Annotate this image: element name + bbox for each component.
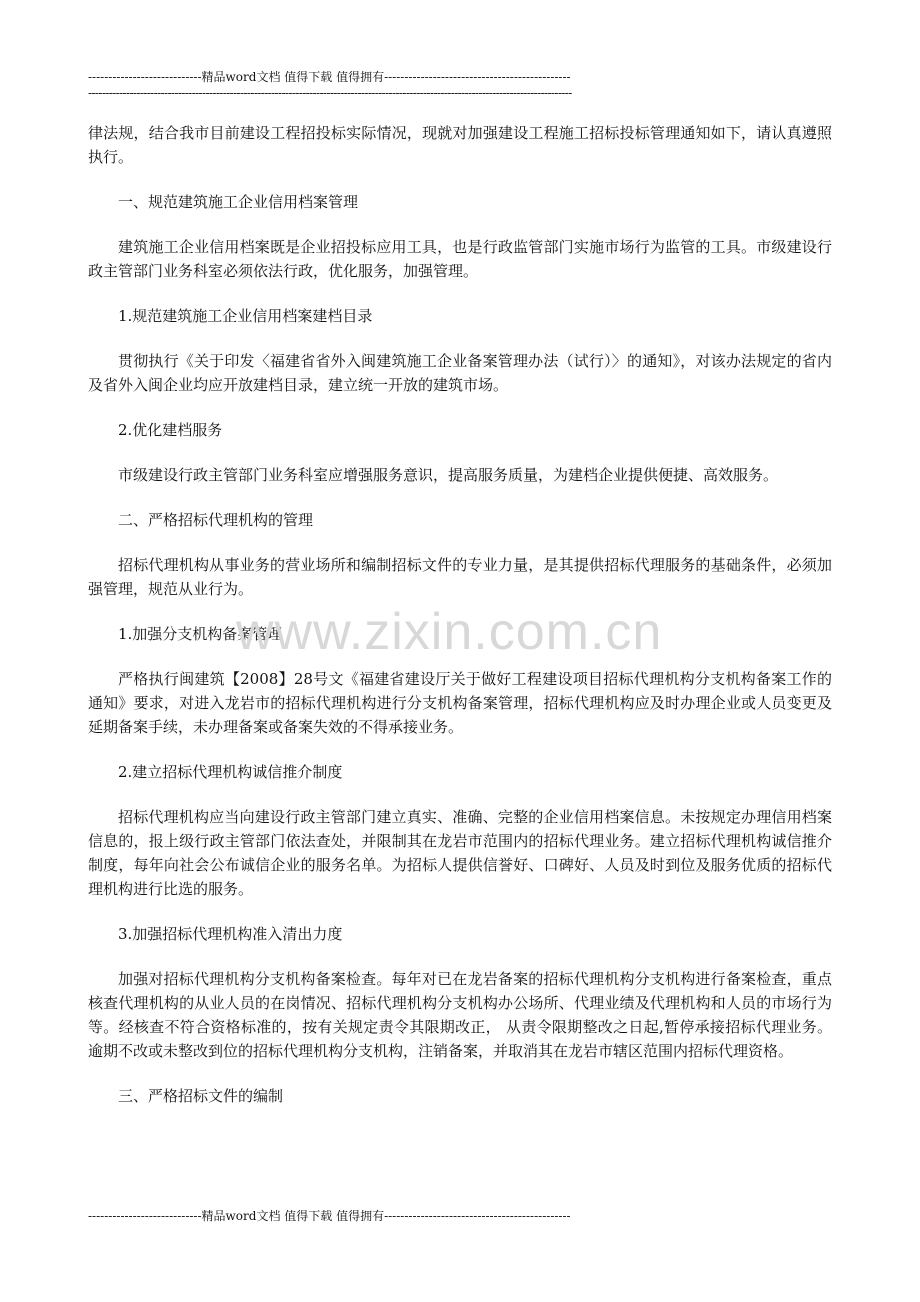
- header-line-top: ----------------------------精品word文档 值得下载 值得拥有----------------------------------------------: [88, 70, 571, 84]
- paragraph: 招标代理机构从事业务的营业场所和编制招标文件的专业力量，是其提供招标代理服务的基础条件，必须加强管理，规范从业行为。: [88, 556, 832, 598]
- subsection-heading: 2.优化建档服务: [118, 421, 223, 439]
- watermark-text: www.zixin.com.cn: [236, 603, 663, 661]
- paragraph: 建筑施工企业信用档案既是企业招投标应用工具，也是行政监管部门实施市场行为监管的工具。市级建设行政主管部门业务科室必须依法行政，优化服务，加强管理。: [88, 238, 832, 280]
- section-heading-1: 一、规范建筑施工企业信用档案管理: [118, 193, 359, 211]
- subsection-heading: 1.加强分支机构备案管理: [118, 625, 283, 643]
- header-dash-rule: --------------------------------------------------------------------------------------------------------------------------------------------: [88, 86, 572, 100]
- footer-line: ----------------------------精品word文档 值得下载 值得拥有----------------------------------------------: [88, 1209, 571, 1223]
- section-heading-3: 三、严格招标文件的编制: [118, 1087, 284, 1105]
- document-body: [88, 121, 832, 1129]
- subsection-heading: 2.建立招标代理机构诚信推介制度: [118, 763, 343, 781]
- section-heading-2: 二、严格招标代理机构的管理: [118, 511, 314, 529]
- paragraph-intro: 律法规，结合我市目前建设工程招投标实际情况，现就对加强建设工程施工招标投标管理通知如下，请认真遵照执行。: [88, 124, 832, 166]
- subsection-heading: 3.加强招标代理机构准入清出力度: [118, 925, 343, 943]
- subsection-heading: 1.规范建筑施工企业信用档案建档目录: [118, 307, 373, 325]
- paragraph: 加强对招标代理机构分支机构备案检查。每年对已在龙岩备案的招标代理机构分支机构进行备案检查，重点核查代理机构的从业人员的在岗情况、招标代理机构分支机构办公场所、代理业绩及代理机构和人员的市场行为等。经核查不符合资格标准的，按有关规定责令其限期改正， 从责令限期整改之日起,暂停承接招标代理业务。逾期不改或未整改到位的招标代理机构分支机构，注销备案，并取消其在龙岩市辖区范围内招标代理资格。: [88, 970, 832, 1060]
- paragraph: 贯彻执行《关于印发〈福建省省外入闽建筑施工企业备案管理办法（试行）〉的通知》，对该办法规定的省内及省外入闽企业均应开放建档目录，建立统一开放的建筑市场。: [88, 352, 832, 394]
- paragraph: 严格执行闽建筑【2008】28号文《福建省建设厅关于做好工程建设项目招标代理机构分支机构备案工作的通知》要求，对进入龙岩市的招标代理机构进行分支机构备案管理，招标代理机构应及时办理企业或人员变更及延期备案手续，未办理备案或备案失效的不得承接业务。: [88, 670, 832, 736]
- paragraph: 市级建设行政主管部门业务科室应增强服务意识，提高服务质量，为建档企业提供便捷、高效服务。: [118, 466, 779, 484]
- paragraph: 招标代理机构应当向建设行政主管部门建立真实、准确、完整的企业信用档案信息。未按规定办理信用档案信息的，报上级行政主管部门依法查处，并限制其在龙岩市范围内的招标代理业务。建立招标代理机构诚信推介制度，每年向社会公布诚信企业的服务名单。为招标人提供信誉好、口碑好、人员及时到位及服务优质的招标代理机构进行比选的服务。: [88, 808, 832, 898]
